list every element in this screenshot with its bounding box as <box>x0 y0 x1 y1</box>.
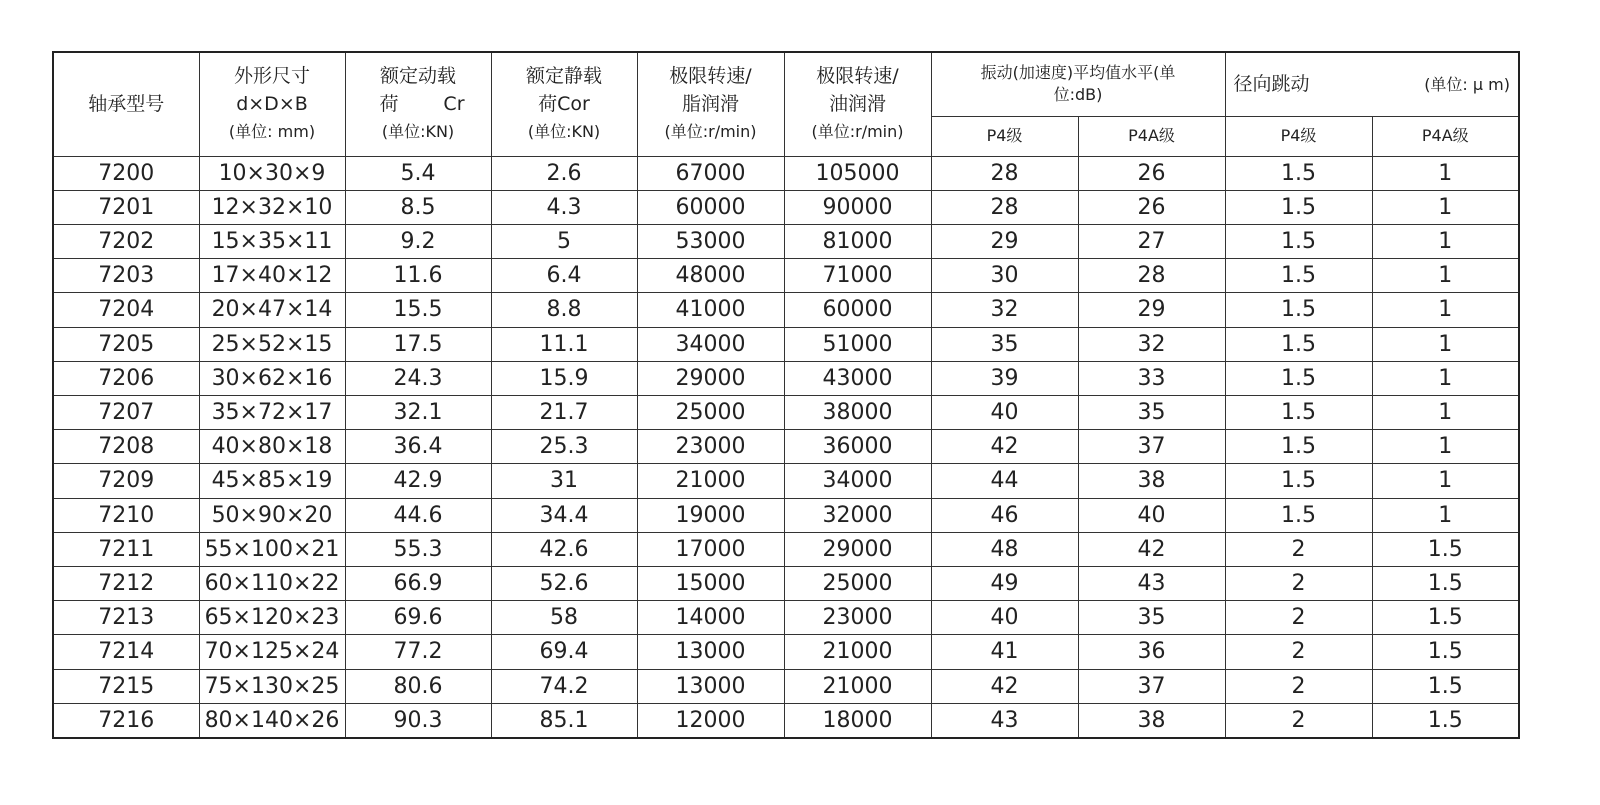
header-model-label: 轴承型号 <box>88 92 165 115</box>
table-row <box>53 156 1519 190</box>
header-grease-speed-line2: 脂润滑 <box>681 93 739 116</box>
cell-grease-speed: 34000 <box>637 327 784 361</box>
cell-radial-p4a: 1 <box>1372 498 1519 532</box>
table-row <box>53 601 1519 635</box>
cell-radial-p4: 2 <box>1225 601 1372 635</box>
cell-oil-speed: 32000 <box>784 498 931 532</box>
cell-radial-p4a: 1 <box>1372 224 1519 258</box>
header-static-load-unit: (单位:KN) <box>527 122 601 142</box>
cell-grease-speed: 53000 <box>637 224 784 258</box>
cell-static-load: 8.8 <box>491 293 637 327</box>
cell-vibration-p4: 46 <box>931 498 1078 532</box>
cell-static-load: 52.6 <box>491 566 637 600</box>
cell-dimensions: 10×30×9 <box>199 156 345 190</box>
table-row <box>53 327 1519 361</box>
cell-radial-p4: 1.5 <box>1225 293 1372 327</box>
cell-vibration-p4a: 42 <box>1078 532 1225 566</box>
cell-radial-p4: 2 <box>1225 635 1372 669</box>
cell-dimensions: 60×110×22 <box>199 566 345 600</box>
header-radial-p4a: P4A级 <box>1372 116 1519 156</box>
cell-model: 7203 <box>53 259 199 293</box>
cell-static-load: 15.9 <box>491 361 637 395</box>
header-radial-runout <box>1225 52 1519 116</box>
cell-dimensions: 15×35×11 <box>199 224 345 258</box>
header-vibration-p4: P4级 <box>931 116 1078 156</box>
cell-grease-speed: 48000 <box>637 259 784 293</box>
cell-radial-p4: 2 <box>1225 703 1372 738</box>
cell-static-load: 58 <box>491 601 637 635</box>
cell-vibration-p4: 41 <box>931 635 1078 669</box>
header-dynamic-load-unit: (单位:KN) <box>381 122 455 142</box>
cell-dynamic-load: 15.5 <box>345 293 491 327</box>
table-row <box>53 430 1519 464</box>
cell-vibration-p4: 29 <box>931 224 1078 258</box>
header-static-load-line1: 额定静载 <box>525 65 602 88</box>
cell-dynamic-load: 66.9 <box>345 566 491 600</box>
cell-radial-p4: 1.5 <box>1225 464 1372 498</box>
cell-grease-speed: 41000 <box>637 293 784 327</box>
cell-radial-p4: 1.5 <box>1225 190 1372 224</box>
cell-vibration-p4a: 33 <box>1078 361 1225 395</box>
cell-dynamic-load: 90.3 <box>345 703 491 738</box>
cell-model: 7202 <box>53 224 199 258</box>
cell-vibration-p4: 48 <box>931 532 1078 566</box>
cell-dimensions: 55×100×21 <box>199 532 345 566</box>
cell-grease-speed: 23000 <box>637 430 784 464</box>
table-row <box>53 566 1519 600</box>
cell-model: 7201 <box>53 190 199 224</box>
table-row <box>53 224 1519 258</box>
cell-radial-p4a: 1.5 <box>1372 601 1519 635</box>
cell-radial-p4: 1.5 <box>1225 156 1372 190</box>
cell-dimensions: 45×85×19 <box>199 464 345 498</box>
cell-static-load: 85.1 <box>491 703 637 738</box>
cell-radial-p4a: 1 <box>1372 430 1519 464</box>
cell-vibration-p4: 32 <box>931 293 1078 327</box>
header-grease-speed-line1: 极限转速/ <box>669 65 752 88</box>
cell-vibration-p4: 42 <box>931 430 1078 464</box>
cell-static-load: 6.4 <box>491 259 637 293</box>
cell-dynamic-load: 24.3 <box>345 361 491 395</box>
cell-vibration-p4: 40 <box>931 601 1078 635</box>
cell-oil-speed: 51000 <box>784 327 931 361</box>
cell-vibration-p4: 28 <box>931 190 1078 224</box>
header-static-load <box>491 52 637 156</box>
cell-radial-p4: 1.5 <box>1225 395 1372 429</box>
cell-model: 7206 <box>53 361 199 395</box>
table-row <box>53 259 1519 293</box>
cell-radial-p4a: 1 <box>1372 395 1519 429</box>
cell-dimensions: 70×125×24 <box>199 635 345 669</box>
cell-oil-speed: 25000 <box>784 566 931 600</box>
cell-vibration-p4a: 38 <box>1078 703 1225 738</box>
cell-oil-speed: 36000 <box>784 430 931 464</box>
cell-dimensions: 17×40×12 <box>199 259 345 293</box>
cell-radial-p4a: 1 <box>1372 464 1519 498</box>
cell-vibration-p4a: 26 <box>1078 190 1225 224</box>
header-dynamic-load <box>345 52 491 156</box>
cell-dimensions: 75×130×25 <box>199 669 345 703</box>
cell-oil-speed: 71000 <box>784 259 931 293</box>
cell-grease-speed: 15000 <box>637 566 784 600</box>
table-row <box>53 464 1519 498</box>
cell-model: 7209 <box>53 464 199 498</box>
cell-oil-speed: 81000 <box>784 224 931 258</box>
header-vibration <box>931 52 1225 116</box>
cell-vibration-p4: 42 <box>931 669 1078 703</box>
cell-dimensions: 65×120×23 <box>199 601 345 635</box>
cell-model: 7213 <box>53 601 199 635</box>
cell-model: 7211 <box>53 532 199 566</box>
header-vibration-line1: 振动(加速度)平均值水平(单 <box>980 63 1176 83</box>
cell-model: 7207 <box>53 395 199 429</box>
cell-oil-speed: 18000 <box>784 703 931 738</box>
bearing-spec-table <box>52 51 1520 739</box>
header-dimensions-unit: (单位: mm) <box>228 122 316 142</box>
cell-vibration-p4: 40 <box>931 395 1078 429</box>
cell-vibration-p4a: 37 <box>1078 430 1225 464</box>
cell-oil-speed: 105000 <box>784 156 931 190</box>
header-grease-speed-unit: (单位:r/min) <box>664 122 757 142</box>
cell-dynamic-load: 55.3 <box>345 532 491 566</box>
cell-static-load: 74.2 <box>491 669 637 703</box>
cell-vibration-p4a: 43 <box>1078 566 1225 600</box>
cell-radial-p4a: 1 <box>1372 293 1519 327</box>
cell-dynamic-load: 5.4 <box>345 156 491 190</box>
cell-oil-speed: 43000 <box>784 361 931 395</box>
cell-dimensions: 40×80×18 <box>199 430 345 464</box>
cell-oil-speed: 38000 <box>784 395 931 429</box>
cell-vibration-p4a: 29 <box>1078 293 1225 327</box>
cell-radial-p4: 2 <box>1225 532 1372 566</box>
cell-dimensions: 50×90×20 <box>199 498 345 532</box>
header-grease-speed <box>637 52 784 156</box>
cell-static-load: 31 <box>491 464 637 498</box>
cell-static-load: 25.3 <box>491 430 637 464</box>
cell-static-load: 2.6 <box>491 156 637 190</box>
cell-dimensions: 30×62×16 <box>199 361 345 395</box>
table-header <box>53 52 1519 156</box>
cell-static-load: 21.7 <box>491 395 637 429</box>
cell-vibration-p4a: 38 <box>1078 464 1225 498</box>
table-row <box>53 395 1519 429</box>
cell-model: 7200 <box>53 156 199 190</box>
header-oil-speed-line2: 油润滑 <box>828 93 886 116</box>
cell-vibration-p4a: 37 <box>1078 669 1225 703</box>
cell-dynamic-load: 69.6 <box>345 601 491 635</box>
cell-vibration-p4: 43 <box>931 703 1078 738</box>
cell-dynamic-load: 32.1 <box>345 395 491 429</box>
cell-grease-speed: 67000 <box>637 156 784 190</box>
cell-dimensions: 25×52×15 <box>199 327 345 361</box>
cell-vibration-p4a: 28 <box>1078 259 1225 293</box>
cell-dimensions: 35×72×17 <box>199 395 345 429</box>
header-radial-runout-label: 径向跳动 <box>1233 72 1310 95</box>
cell-vibration-p4a: 40 <box>1078 498 1225 532</box>
cell-radial-p4: 1.5 <box>1225 327 1372 361</box>
header-model <box>53 52 199 156</box>
cell-radial-p4a: 1.5 <box>1372 566 1519 600</box>
cell-oil-speed: 21000 <box>784 635 931 669</box>
cell-grease-speed: 21000 <box>637 464 784 498</box>
cell-radial-p4a: 1.5 <box>1372 635 1519 669</box>
cell-dynamic-load: 36.4 <box>345 430 491 464</box>
cell-model: 7205 <box>53 327 199 361</box>
cell-grease-speed: 19000 <box>637 498 784 532</box>
cell-vibration-p4a: 27 <box>1078 224 1225 258</box>
table-row <box>53 703 1519 738</box>
cell-static-load: 4.3 <box>491 190 637 224</box>
header-dynamic-load-line2 <box>346 90 491 118</box>
header-dynamic-load-line2a: 荷 <box>379 93 399 116</box>
cell-dimensions: 12×32×10 <box>199 190 345 224</box>
cell-grease-speed: 13000 <box>637 669 784 703</box>
cell-dynamic-load: 8.5 <box>345 190 491 224</box>
cell-dynamic-load: 9.2 <box>345 224 491 258</box>
table-row <box>53 190 1519 224</box>
cell-radial-p4a: 1.5 <box>1372 669 1519 703</box>
cell-radial-p4: 1.5 <box>1225 259 1372 293</box>
cell-oil-speed: 29000 <box>784 532 931 566</box>
cell-radial-p4: 1.5 <box>1225 498 1372 532</box>
cell-radial-p4: 2 <box>1225 669 1372 703</box>
header-oil-speed-line1: 极限转速/ <box>816 65 899 88</box>
cell-model: 7208 <box>53 430 199 464</box>
cell-radial-p4: 1.5 <box>1225 430 1372 464</box>
cell-dimensions: 20×47×14 <box>199 293 345 327</box>
header-vibration-line2: 位:dB) <box>1053 85 1103 105</box>
cell-vibration-p4: 49 <box>931 566 1078 600</box>
table-row <box>53 532 1519 566</box>
cell-static-load: 34.4 <box>491 498 637 532</box>
cell-model: 7212 <box>53 566 199 600</box>
header-radial-runout-unit: (单位: μ m) <box>1424 74 1511 94</box>
cell-vibration-p4: 35 <box>931 327 1078 361</box>
cell-static-load: 11.1 <box>491 327 637 361</box>
cell-grease-speed: 17000 <box>637 532 784 566</box>
cell-dynamic-load: 44.6 <box>345 498 491 532</box>
cell-grease-speed: 25000 <box>637 395 784 429</box>
header-dimensions-line2: d×D×B <box>236 93 308 116</box>
cell-radial-p4a: 1 <box>1372 190 1519 224</box>
header-oil-speed-unit: (单位:r/min) <box>811 122 904 142</box>
cell-static-load: 42.6 <box>491 532 637 566</box>
cell-grease-speed: 14000 <box>637 601 784 635</box>
cell-vibration-p4a: 32 <box>1078 327 1225 361</box>
cell-dynamic-load: 80.6 <box>345 669 491 703</box>
header-dimensions <box>199 52 345 156</box>
cell-model: 7214 <box>53 635 199 669</box>
cell-model: 7210 <box>53 498 199 532</box>
cell-vibration-p4a: 35 <box>1078 601 1225 635</box>
table-row <box>53 293 1519 327</box>
cell-radial-p4a: 1 <box>1372 156 1519 190</box>
cell-grease-speed: 29000 <box>637 361 784 395</box>
cell-model: 7204 <box>53 293 199 327</box>
header-vibration-p4a: P4A级 <box>1078 116 1225 156</box>
cell-oil-speed: 90000 <box>784 190 931 224</box>
cell-grease-speed: 12000 <box>637 703 784 738</box>
cell-radial-p4: 2 <box>1225 566 1372 600</box>
table-row <box>53 361 1519 395</box>
table-row <box>53 669 1519 703</box>
header-dimensions-line1: 外形尺寸 <box>233 65 310 88</box>
cell-oil-speed: 23000 <box>784 601 931 635</box>
table-body <box>53 156 1519 738</box>
header-dynamic-load-line1: 额定动载 <box>379 65 456 88</box>
cell-model: 7215 <box>53 669 199 703</box>
cell-vibration-p4a: 35 <box>1078 395 1225 429</box>
cell-vibration-p4: 39 <box>931 361 1078 395</box>
cell-radial-p4: 1.5 <box>1225 361 1372 395</box>
cell-dimensions: 80×140×26 <box>199 703 345 738</box>
cell-static-load: 5 <box>491 224 637 258</box>
cell-dynamic-load: 11.6 <box>345 259 491 293</box>
cell-vibration-p4: 28 <box>931 156 1078 190</box>
cell-dynamic-load: 17.5 <box>345 327 491 361</box>
cell-radial-p4a: 1 <box>1372 259 1519 293</box>
cell-oil-speed: 34000 <box>784 464 931 498</box>
cell-grease-speed: 60000 <box>637 190 784 224</box>
header-radial-p4: P4级 <box>1225 116 1372 156</box>
cell-oil-speed: 21000 <box>784 669 931 703</box>
cell-vibration-p4a: 26 <box>1078 156 1225 190</box>
cell-radial-p4a: 1 <box>1372 361 1519 395</box>
cell-dynamic-load: 77.2 <box>345 635 491 669</box>
cell-vibration-p4a: 36 <box>1078 635 1225 669</box>
cell-radial-p4a: 1.5 <box>1372 532 1519 566</box>
header-static-load-line2: 荷Cor <box>538 93 590 116</box>
header-oil-speed <box>784 52 931 156</box>
cell-model: 7216 <box>53 703 199 738</box>
cell-oil-speed: 60000 <box>784 293 931 327</box>
cell-radial-p4a: 1.5 <box>1372 703 1519 738</box>
cell-dynamic-load: 42.9 <box>345 464 491 498</box>
table-row <box>53 498 1519 532</box>
header-dynamic-load-line2b: Cr <box>443 93 465 116</box>
cell-vibration-p4: 30 <box>931 259 1078 293</box>
cell-vibration-p4: 44 <box>931 464 1078 498</box>
cell-static-load: 69.4 <box>491 635 637 669</box>
table-row <box>53 635 1519 669</box>
cell-radial-p4a: 1 <box>1372 327 1519 361</box>
cell-radial-p4: 1.5 <box>1225 224 1372 258</box>
cell-grease-speed: 13000 <box>637 635 784 669</box>
